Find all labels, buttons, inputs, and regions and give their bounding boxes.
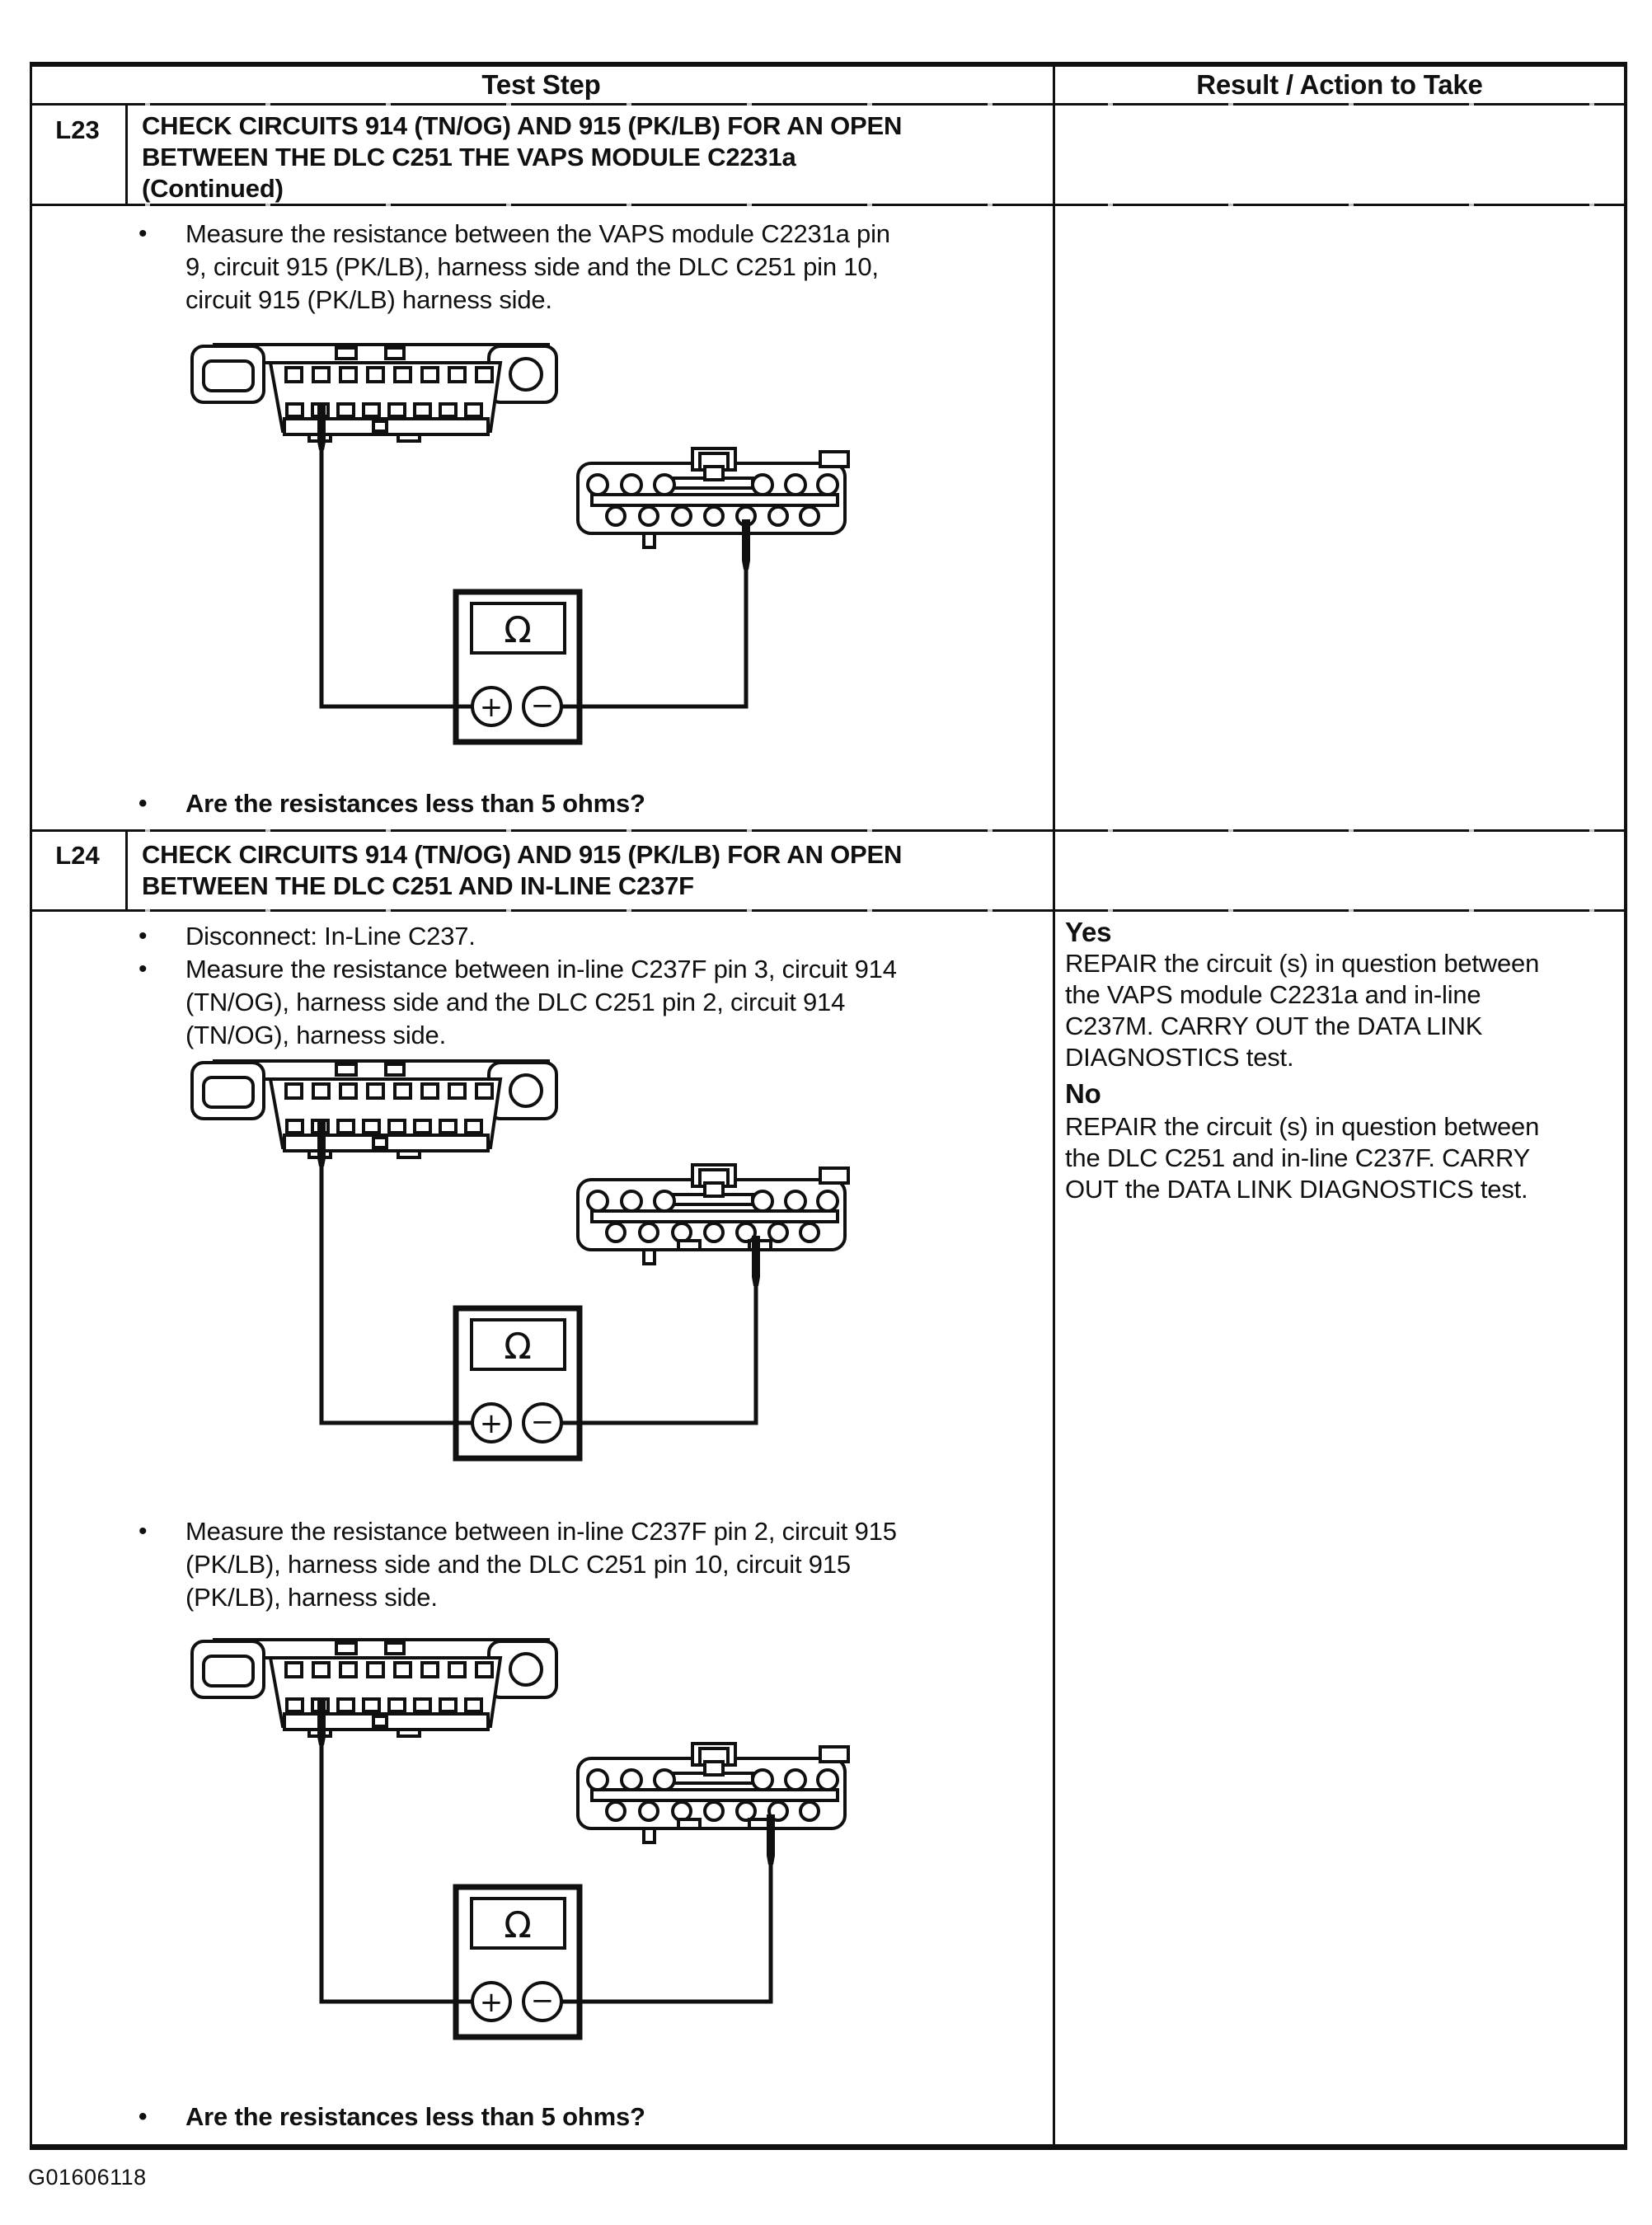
column-header-result-action: Result / Action to Take — [1196, 69, 1483, 100]
l24-measure-instruction-1 — [185, 953, 897, 1052]
l23-measure-instruction — [185, 218, 890, 317]
instruction-line: Measure the resistance between in-line C237F pin 3, circuit 914 — [185, 955, 897, 983]
minus-terminal-label: − — [530, 1406, 555, 1439]
probe-tip-left — [317, 1701, 326, 1745]
result-no-label: No — [1065, 1078, 1101, 1109]
inline-connector — [578, 1744, 848, 1842]
result-line: REPAIR the circuit (s) in question between — [1065, 949, 1540, 978]
probe-tip-right — [752, 1236, 760, 1286]
table-right-border — [1624, 62, 1627, 2149]
instruction-line: circuit 915 (PK/LB) harness side. — [185, 285, 552, 314]
circuit-diagram-l24-dlc-to-inline-pin2 — [185, 1633, 861, 2045]
step-title-line: (Continued) — [142, 174, 284, 203]
probe-tip-left — [317, 406, 326, 450]
plus-terminal-label: + — [479, 691, 504, 724]
result-line: DIAGNOSTICS test. — [1065, 1043, 1294, 1072]
test-lead-wire-right — [561, 1861, 771, 2002]
l23-question: Are the resistances less than 5 ohms? — [185, 789, 645, 818]
probe-tip-right — [767, 1814, 775, 1865]
l24-disconnect-instruction: Disconnect: In-Line C237. — [185, 922, 476, 951]
instruction-line: 9, circuit 915 (PK/LB), harness side and the DLC C251 pin 10, — [185, 252, 879, 281]
step-title-line: BETWEEN THE DLC C251 THE VAPS MODULE C2231a — [142, 143, 796, 171]
result-line: the DLC C251 and in-line C237F. CARRY — [1065, 1143, 1531, 1172]
result-no-text — [1065, 1111, 1539, 1205]
test-lead-wire-left — [321, 444, 472, 706]
ohm-symbol: Ω — [504, 1326, 532, 1368]
bullet-marker: • — [138, 220, 148, 247]
result-line: C237M. CARRY OUT the DATA LINK — [1065, 1012, 1483, 1040]
bullet-marker: • — [138, 790, 148, 817]
plus-terminal-label: + — [479, 1986, 504, 2019]
bullet-marker: • — [138, 1518, 148, 1545]
minus-terminal-label: − — [530, 1984, 555, 2017]
table-top-border — [30, 62, 1627, 67]
header-divider-line — [30, 103, 1627, 106]
bullet-marker: • — [138, 2103, 148, 2130]
step-id-l24: L24 — [55, 841, 100, 870]
probe-tip-right — [742, 519, 750, 570]
minus-terminal-label: − — [530, 689, 555, 722]
l24-title-divider-line — [30, 909, 1627, 912]
test-lead-wire-left — [321, 1739, 472, 2002]
instruction-line: Measure the resistance between in-line C237F pin 2, circuit 915 — [185, 1517, 897, 1546]
instruction-line: (TN/OG), harness side. — [185, 1021, 447, 1049]
circuit-diagram-graphic — [185, 338, 861, 750]
instruction-line: (PK/LB), harness side. — [185, 1583, 438, 1612]
step-title-line: BETWEEN THE DLC C251 AND IN-LINE C237F — [142, 871, 694, 900]
result-line: the VAPS module C2231a and in-line — [1065, 980, 1481, 1009]
table-left-border — [30, 62, 32, 2149]
dlc-connector — [192, 1640, 556, 1736]
step-title-line: CHECK CIRCUITS 914 (TN/OG) AND 915 (PK/LB) FOR AN OPEN — [142, 111, 903, 140]
l24-question: Are the resistances less than 5 ohms? — [185, 2102, 645, 2131]
instruction-line: (PK/LB), harness side and the DLC C251 pin 10, circuit 915 — [185, 1550, 851, 1579]
result-line: REPAIR the circuit (s) in question between — [1065, 1112, 1540, 1141]
test-lead-wire-left — [321, 1160, 472, 1423]
result-line: OUT the DATA LINK DIAGNOSTICS test. — [1065, 1175, 1528, 1204]
ohm-symbol: Ω — [504, 1904, 532, 1946]
l24-measure-instruction-2 — [185, 1515, 897, 1614]
step-id-l23: L23 — [55, 115, 100, 144]
test-lead-wire-right — [561, 566, 746, 706]
step-title-line: CHECK CIRCUITS 914 (TN/OG) AND 915 (PK/LB) FOR AN OPEN — [142, 840, 903, 869]
inline-connector — [578, 448, 848, 547]
circuit-diagram-l24-dlc-to-inline-pin3 — [185, 1054, 861, 1467]
l24-id-cell-divider — [125, 829, 128, 912]
probe-tip-left — [317, 1122, 326, 1166]
table-bottom-border — [30, 2144, 1627, 2150]
figure-id: G01606118 — [28, 2165, 147, 2190]
step-title-l24 — [142, 839, 902, 902]
bullet-marker: • — [138, 955, 148, 983]
circuit-diagram-graphic — [185, 1633, 861, 2045]
inline-connector — [578, 1165, 848, 1264]
bullet-marker: • — [138, 922, 148, 950]
column-header-test-step: Test Step — [481, 69, 601, 100]
plus-terminal-label: + — [479, 1407, 504, 1440]
result-yes-text — [1065, 948, 1539, 1073]
instruction-line: (TN/OG), harness side and the DLC C251 pin 2, circuit 914 — [185, 988, 846, 1016]
dlc-connector — [192, 345, 556, 441]
dlc-connector — [192, 1061, 556, 1157]
circuit-diagram-l23-dlc-to-vaps — [185, 338, 861, 750]
l23-id-cell-divider — [125, 103, 128, 206]
circuit-diagram-graphic — [185, 1054, 861, 1467]
column-divider-line — [1053, 62, 1055, 2149]
step-title-l23 — [142, 110, 902, 204]
test-lead-wire-right — [561, 1282, 756, 1423]
result-yes-label: Yes — [1065, 917, 1112, 947]
ohm-symbol: Ω — [504, 609, 532, 651]
l23-l24-divider-line — [30, 829, 1627, 832]
instruction-line: Measure the resistance between the VAPS module C2231a pin — [185, 219, 890, 248]
